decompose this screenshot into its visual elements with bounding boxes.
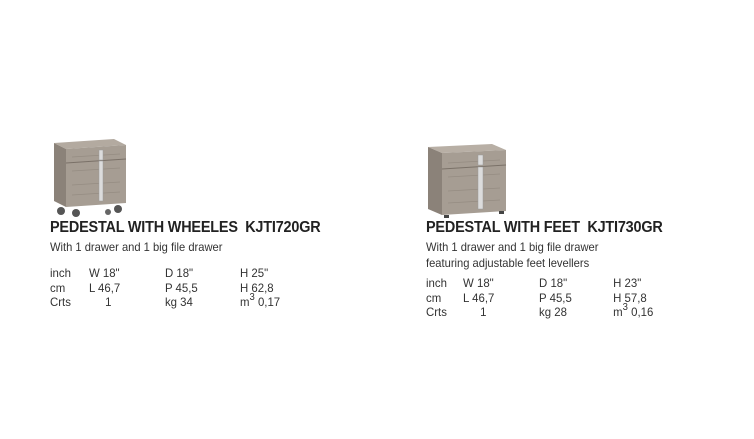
spec-cartons: 1	[105, 295, 112, 309]
spec-weight: kg 34	[164, 295, 193, 309]
product-description: With 1 drawer and 1 big file drawer	[50, 240, 223, 254]
spec-depth: P 45,5	[164, 280, 198, 295]
spec-weight: kg 28	[539, 305, 567, 319]
spec-row-cm	[50, 281, 364, 296]
spec-row-cm	[426, 291, 730, 306]
spec-unit-label: cm	[426, 290, 442, 305]
product-title	[50, 219, 357, 237]
product-card-pedestal-with-wheels	[50, 137, 380, 310]
spec-table	[50, 266, 380, 310]
volume-unit: m	[613, 305, 623, 319]
spec-cartons: 1	[480, 305, 487, 319]
spec-row-inch	[426, 276, 730, 291]
spec-unit-label: Crts	[426, 305, 447, 319]
spec-depth: P 45,5	[539, 290, 572, 305]
spec-volume	[613, 302, 654, 320]
spec-length: L 46,7	[463, 290, 495, 305]
product-description-line-2: featuring adjustable feet levellers	[426, 256, 590, 270]
spec-unit-label: inch	[426, 276, 447, 290]
product-name: PEDESTAL WITH FEET	[426, 219, 580, 236]
spec-height: H 23"	[613, 276, 642, 290]
pedestal-with-feet-image	[426, 141, 746, 219]
spec-height: H 62,8	[240, 280, 274, 295]
product-card-pedestal-with-feet	[426, 141, 746, 320]
product-description: With 1 drawer and 1 big file drawer	[426, 240, 599, 254]
volume-unit-exponent: 3	[622, 302, 628, 313]
spec-volume	[240, 292, 281, 310]
pedestal-with-feet-illustration	[426, 141, 511, 219]
product-code: KJTI720GR	[245, 219, 321, 236]
spec-row-crts	[426, 302, 730, 320]
pedestal-with-wheels-image	[50, 137, 380, 219]
pedestal-with-wheels-illustration	[50, 137, 135, 219]
spec-length: L 46,7	[88, 280, 121, 295]
spec-width: W 18"	[88, 266, 120, 280]
volume-value: 0,17	[257, 295, 281, 309]
product-code: KJTI730GR	[587, 219, 663, 236]
spec-unit-label: Crts	[50, 295, 71, 309]
spec-unit-label: inch	[50, 266, 71, 280]
spec-height: H 57,8	[613, 290, 647, 305]
volume-value: 0,16	[631, 305, 654, 319]
spec-width: W 18"	[463, 276, 494, 290]
product-name: PEDESTAL WITH WHEELES	[50, 219, 238, 236]
spec-table	[426, 276, 746, 320]
spec-row-inch	[50, 266, 364, 281]
volume-unit-exponent: 3	[249, 292, 255, 303]
spec-depth: D 18"	[539, 276, 568, 290]
spec-row-crts	[50, 292, 364, 310]
spec-unit-label: cm	[50, 280, 66, 295]
volume-unit: m	[240, 295, 250, 309]
product-title	[426, 219, 724, 237]
spec-height: H 25"	[240, 266, 269, 280]
spec-depth: D 18"	[164, 266, 194, 280]
